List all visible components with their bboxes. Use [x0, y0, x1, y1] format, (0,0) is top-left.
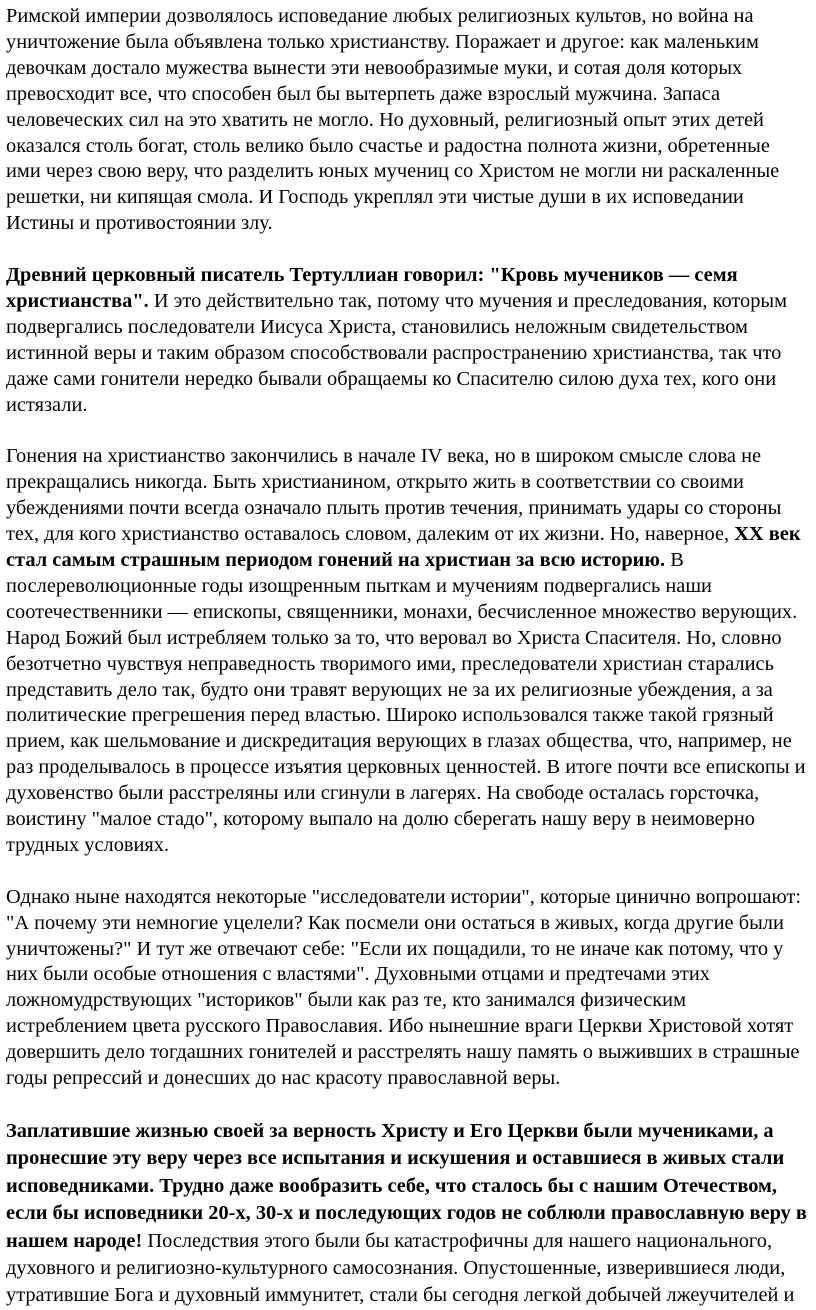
paragraph-3	[6, 444, 808, 859]
confessors-bold: Заплатившие жизнью своей за верность Христу и Его Церкви были мучениками, а пронесшие эту веру через все испытания и искушения и оставшиеся в живых стали исповедниками. Трудно даже вообразить себе, что сталось бы с нашим Отечеством, если бы исповедники 20-х, 30-х и последующих годов не соблюли православную веру в нашем народе!	[6, 1119, 807, 1252]
paragraph-5-text: Последствия этого были бы катастрофичны для нашего национального, духовного и религиозно-культурного самосознания. Опустошенные, изверившиеся люди, утратившие Бога и духовный иммунитет, стали бы сегодня легкой добычей лжеучителей и	[6, 1229, 795, 1307]
twentieth-century-bold: XX век стал самым страшным периодом гонений на христиан за всю историю.	[6, 523, 801, 571]
paragraph-2-text: И это действительно так, потому что мучения и преследования, которым подвергались последователи Иисуса Христа, становились неложным свидетельством истинной веры и таким образом способствовали распространению христианства, так что даже сами гонители нередко бывали обращаемы ко Спасителю силою духа тех, кого они истязали.	[6, 289, 788, 416]
paragraph-3-text-start: Гонения на христианство закончились в начале IV века, но в широком смысле слова не прекращались никогда. Быть христианином, открыто жить в соответствии со своими убеждениями почти всегда означало плыть против течения, принимать удары со стороны тех, для кого христианство оставалось словом, далеким от их жизни. Но, наверное,	[6, 445, 782, 546]
paragraph-4-text: Однако ныне находятся некоторые "исследователи истории", которые цинично вопрошают: "А почему эти немногие уцелели? Как посмели они остаться в живых, когда другие были уничтожены?" И тут же отвечают себе: "Если их пощадили, то не иначе как потому, что у них были особые отношения с властями". Духовными отцами и предтечами этих ложномудрствующих "историков" были как раз те, кто занимался физическим истреблением цвета русского Православия. Ибо нынешние враги Церкви Христовой хотят довершить дело тогдашних гонителей и расстрелять нашу память о выживших в страшные годы репрессий и донесших до нас красоту православной веры.	[6, 885, 801, 1090]
paragraph-2	[6, 263, 808, 418]
paragraph-1	[6, 4, 808, 237]
tertullian-quote-bold: Древний церковный писатель Тертуллиан говорил: "Кровь мучеников — семя христианства".	[6, 264, 738, 312]
paragraph-4	[6, 885, 808, 1092]
paragraph-5	[6, 1118, 808, 1310]
paragraph-3-text-end: В послереволюционные годы изощренным пыткам и мучениям подвергались наши соотечественники — епископы, священники, монахи, бесчисленное множество верующих. Народ Божий был истребляем только за то, что веровал во Христа Спасителя. Но, словно безотчетно чувствуя неправедность творимого ими, преследователи христиан старались представить дело так, будто они травят верующих не за их религиозные убеждения, а за политические прегрешения перед властью. Широко использовался также такой грязный прием, как шельмование и дискредитация верующих в глазах общества, что, например, не раз проделывалось в процессе изъятия церковных ценностей. В итоге почти все епископы и духовенство были расстреляны или сгинули в лагерях. На свободе осталась горсточка, воистину "малое стадо", которому выпало на долю сберегать нашу веру в неимоверно трудных условиях.	[6, 549, 806, 856]
paragraph-1-text: Римской империи дозволялось исповедание любых религиозных культов, но война на уничтожение была объявлена только христианству. Поражает и другое: как маленьким девочкам достало мужества вынести эти невообразимые муки, и сотая доля которых превосходит все, что способен был бы вытерпеть даже взрослый мужчина. Запаса человеческих сил на это хватить не могло. Но духовный, религиозный опыт этих детей оказался столь богат, столь велико было счастье и радостна полнота жизни, обретенные ими через свою веру, что разделить юных мучениц со Христом не могли ни раскаленные решетки, ни кипящая смола. И Господь укреплял эти чистые души в их исповедании Истины и противостоянии злу.	[6, 5, 780, 235]
